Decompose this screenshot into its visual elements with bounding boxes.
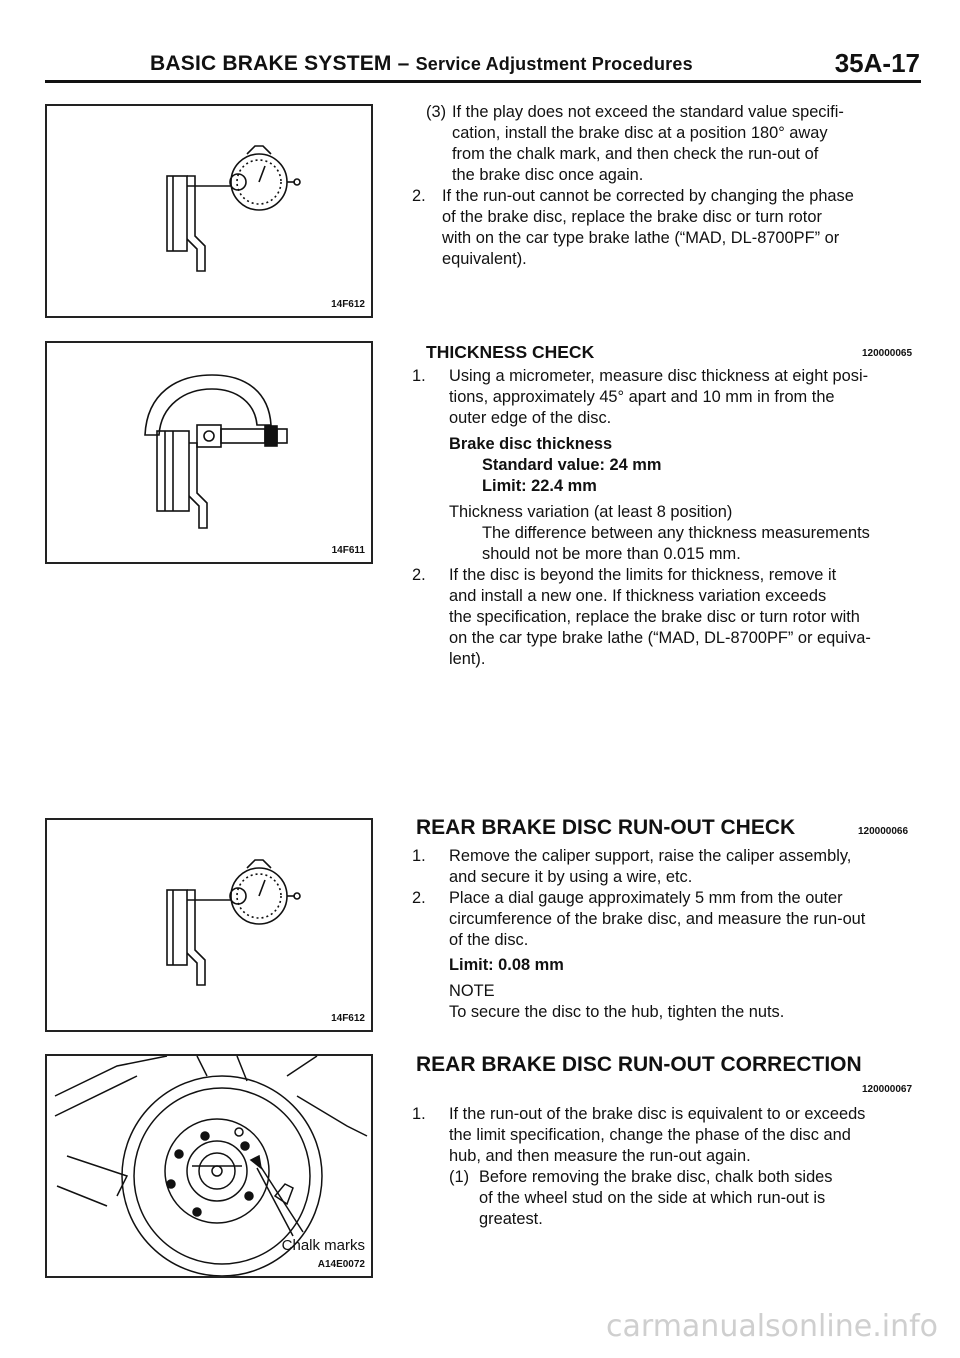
text-line: with on the car type brake lathe (“MAD, DL-8700PF” or [442, 229, 840, 247]
figure-code: 14F612 [331, 1013, 365, 1024]
text-line: greatest. [479, 1210, 543, 1228]
figure-micrometer [45, 341, 373, 564]
figure-code: 14F612 [331, 299, 365, 310]
text-line: and secure it by using a wire, etc. [449, 868, 693, 886]
text-line: If the run-out cannot be corrected by changing the phase [442, 187, 854, 205]
dial-gauge-illustration [47, 106, 371, 316]
micrometer-illustration [47, 343, 371, 562]
page-number: 35A-17 [834, 48, 920, 78]
item-2-number: 2. [412, 187, 426, 205]
note-title: NOTE [449, 982, 495, 1000]
spec-limit: Limit: 22.4 mm [482, 477, 597, 495]
text-line: of the brake disc, replace the brake disc or turn rotor [442, 208, 822, 226]
item-3-number: (3) [426, 103, 447, 121]
text-line: outer edge of the disc. [449, 409, 612, 427]
text-line: tions, approximately 45° apart and 10 mm in from the [449, 388, 835, 406]
item-1-number: 1. [412, 367, 426, 385]
header-rule [45, 80, 921, 83]
dial-gauge-illustration [47, 820, 371, 1030]
section-code: 120000067 [862, 1084, 913, 1095]
text-line: equivalent). [442, 250, 527, 268]
text-line: Using a micrometer, measure disc thickness at eight posi- [449, 367, 869, 385]
text-line: and install a new one. If thickness variation exceeds [449, 587, 827, 605]
figure-code: 14F611 [331, 545, 365, 556]
text-line: If the disc is beyond the limits for thickness, remove it [449, 566, 837, 584]
text-line: If the play does not exceed the standard value specifi- [452, 103, 844, 121]
text-line: Before removing the brake disc, chalk both sides [479, 1168, 833, 1186]
section-heading-runout-correction: REAR BRAKE DISC RUN-OUT CORRECTION [416, 1053, 862, 1076]
text-line: of the wheel stud on the side at which run-out is [479, 1189, 826, 1207]
text-line: on the car type brake lathe (“MAD, DL-8700PF” or equiva- [449, 629, 871, 647]
text-line: the specification, replace the brake disc or turn rotor with [449, 608, 860, 626]
spec-standard: Standard value: 24 mm [482, 456, 662, 474]
text-line: Remove the caliper support, raise the caliper assembly, [449, 847, 852, 865]
chalk-marks-label: Chalk marks [281, 1237, 365, 1254]
text-line: the limit specification, change the phase of the disc and [449, 1126, 851, 1144]
item-2-number: 2. [412, 566, 426, 584]
variation-title: Thickness variation (at least 8 position) [449, 503, 733, 521]
text-line: circumference of the brake disc, and measure the run-out [449, 910, 866, 928]
section-heading-runout-check: REAR BRAKE DISC RUN-OUT CHECK [416, 816, 796, 839]
text-line: lent). [449, 650, 486, 668]
text-line: cation, install the brake disc at a position 180° away [452, 124, 828, 142]
text-line: Place a dial gauge approximately 5 mm from the outer [449, 889, 843, 907]
text-line: hub, and then measure the run-out again. [449, 1147, 751, 1165]
figure-dial-gauge-1 [45, 104, 373, 318]
spec-title: Brake disc thickness [449, 435, 613, 453]
watermark: carmanualsonline.info [606, 1309, 938, 1344]
limit-spec: Limit: 0.08 mm [449, 956, 564, 974]
figure-code: A14E0072 [317, 1259, 365, 1270]
page-title [150, 52, 693, 76]
text-line: If the run-out of the brake disc is equivalent to or exceeds [449, 1105, 866, 1123]
variation-line: The difference between any thickness measurements [482, 524, 870, 542]
sub-item-1-number: (1) [449, 1168, 470, 1186]
item-1-number: 1. [412, 1105, 426, 1123]
text-line: the brake disc once again. [452, 166, 644, 184]
text-line: from the chalk mark, and then check the run-out of [452, 145, 819, 163]
title-main: BASIC BRAKE SYSTEM – [150, 52, 416, 75]
text-line: of the disc. [449, 931, 529, 949]
section-code: 120000066 [858, 826, 909, 837]
title-sub: Service Adjustment Procedures [415, 54, 693, 74]
item-1-number: 1. [412, 847, 426, 865]
section-code: 120000065 [862, 348, 913, 359]
figure-chalk-marks [45, 1054, 373, 1278]
item-2-number: 2. [412, 889, 426, 907]
page-header [150, 48, 920, 82]
figure-dial-gauge-2 [45, 818, 373, 1032]
section-heading-thickness-check: THICKNESS CHECK [426, 342, 595, 362]
note-text: To secure the disc to the hub, tighten the nuts. [449, 1003, 785, 1021]
variation-line: should not be more than 0.015 mm. [482, 545, 741, 563]
